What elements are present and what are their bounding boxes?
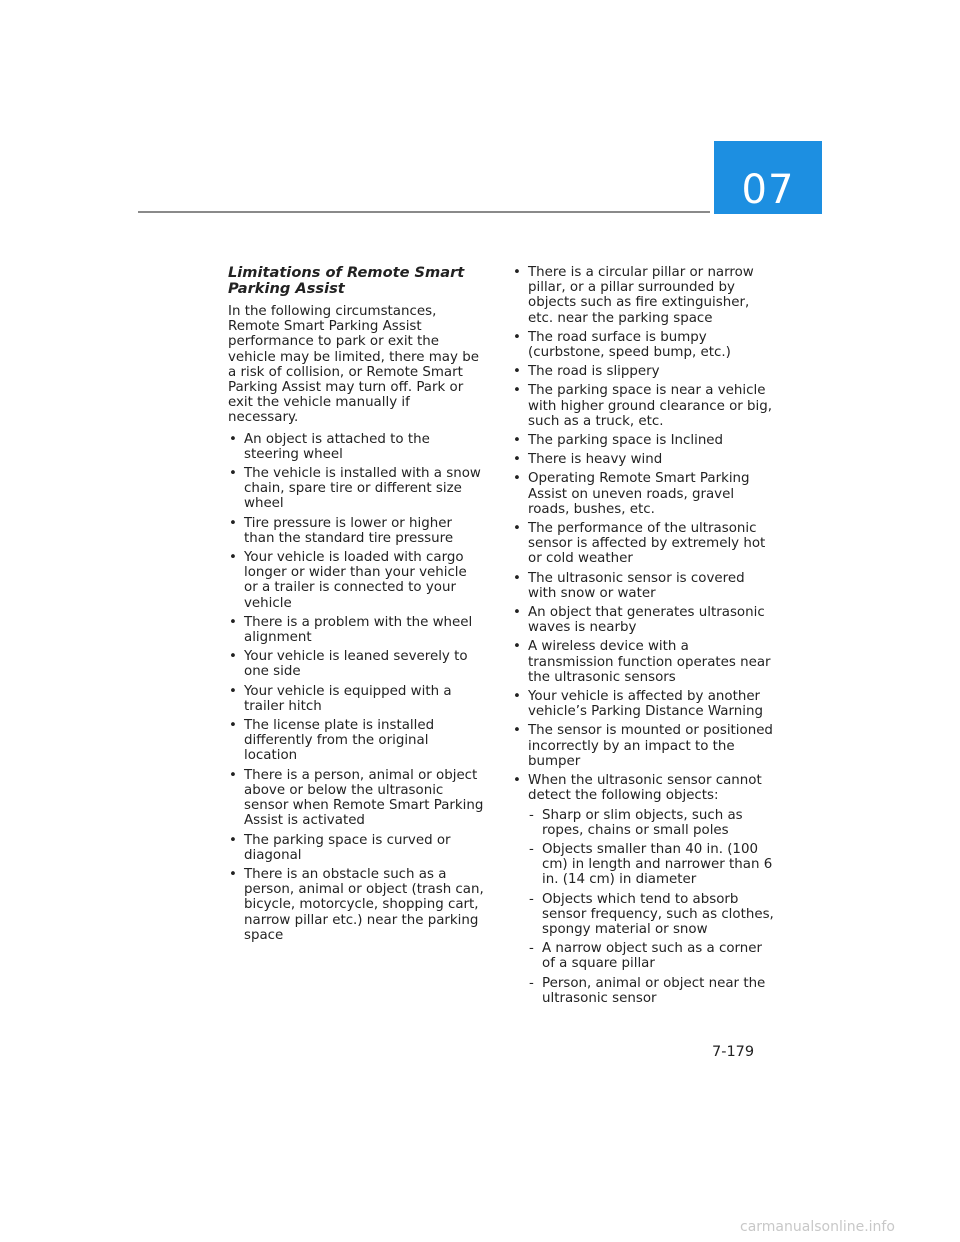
sub-list-item: - Objects which tend to absorb sensor frequency, such as clothes, spongy material or snow: [528, 892, 774, 938]
list-item: • The license plate is installed differently from the original location: [228, 718, 484, 764]
list-item: • An object that generates ultrasonic waves is nearby: [512, 605, 774, 635]
detect-list-item: [512, 773, 774, 1006]
list-item: • The sensor is mounted or positioned incorrectly by an impact to the bumper: [512, 723, 774, 769]
sub-list-item: - Objects smaller than 40 in. (100 cm) in length and narrower than 6 in. (14 cm) in diameter: [528, 842, 774, 888]
list-item: • There is a circular pillar or narrow pillar, or a pillar surrounded by objects such as fire extinguisher, etc. near the parking space: [512, 265, 774, 326]
list-item: • The vehicle is installed with a snow chain, spare tire or different size wheel: [228, 466, 484, 512]
right-column: [512, 265, 774, 1010]
list-item: • Operating Remote Smart Parking Assist on uneven roads, gravel roads, bushes, etc.: [512, 471, 774, 517]
detect-list-text: When the ultrasonic sensor cannot detect the following objects:: [528, 773, 762, 804]
chapter-number: 07: [741, 166, 795, 213]
sub-list-item: - A narrow object such as a corner of a square pillar: [528, 941, 774, 971]
list-item: • The road is slippery: [512, 364, 774, 379]
list-item: • Tire pressure is lower or higher than the standard tire pressure: [228, 516, 484, 546]
sub-list-item: - Sharp or slim objects, such as ropes, chains or small poles: [528, 808, 774, 838]
list-item: • The parking space is Inclined: [512, 433, 774, 448]
list-item: • The parking space is curved or diagonal: [228, 833, 484, 863]
list-item: • There is heavy wind: [512, 452, 774, 467]
list-item: • A wireless device with a transmission function operates near the ultrasonic sensors: [512, 639, 774, 685]
chapter-tab: [714, 141, 822, 214]
sub-list-item: - Person, animal or object near the ultrasonic sensor: [528, 976, 774, 1006]
left-column: [228, 265, 484, 947]
watermark: carmanualsonline.info: [740, 1219, 895, 1235]
section-title: Limitations of Remote Smart Parking Assist: [228, 264, 465, 297]
list-item: • There is a person, animal or object above or below the ultrasonic sensor when Remote Smart Parking Assist is activated: [228, 768, 484, 829]
list-item: • Your vehicle is leaned severely to one side: [228, 649, 484, 679]
page-number: 7-179: [712, 1044, 755, 1060]
list-item: • Your vehicle is affected by another vehicle’s Parking Distance Warning: [512, 689, 774, 719]
detect-sub-list: [528, 808, 774, 1006]
list-item: • The ultrasonic sensor is covered with snow or water: [512, 571, 774, 601]
list-item: • The road surface is bumpy (curbstone, speed bump, etc.): [512, 330, 774, 360]
section-intro: In the following circumstances, Remote Smart Parking Assist performance to park or exit the vehicle may be limited, there may be a risk of collision, or Remote Smart Parking Assist may turn off. Park or exit the vehicle manually if necessary.: [228, 304, 479, 426]
list-item: • The performance of the ultrasonic sensor is affected by extremely hot or cold weather: [512, 521, 774, 567]
list-item: • There is an obstacle such as a person, animal or object (trash can, bicycle, motorcycle, shopping cart, narrow pillar etc.) near the parking space: [228, 867, 484, 943]
list-item: • Your vehicle is equipped with a trailer hitch: [228, 684, 484, 714]
list-item: • Your vehicle is loaded with cargo longer or wider than your vehicle or a trailer is connected to your vehicle: [228, 550, 484, 611]
list-item: • An object is attached to the steering wheel: [228, 432, 484, 462]
list-item: • The parking space is near a vehicle with higher ground clearance or big, such as a truck, etc.: [512, 383, 774, 429]
right-bullet-list: [512, 265, 774, 1006]
left-bullet-list: [228, 432, 484, 943]
chapter-divider: [138, 211, 710, 213]
list-item: • There is a problem with the wheel alignment: [228, 615, 484, 645]
